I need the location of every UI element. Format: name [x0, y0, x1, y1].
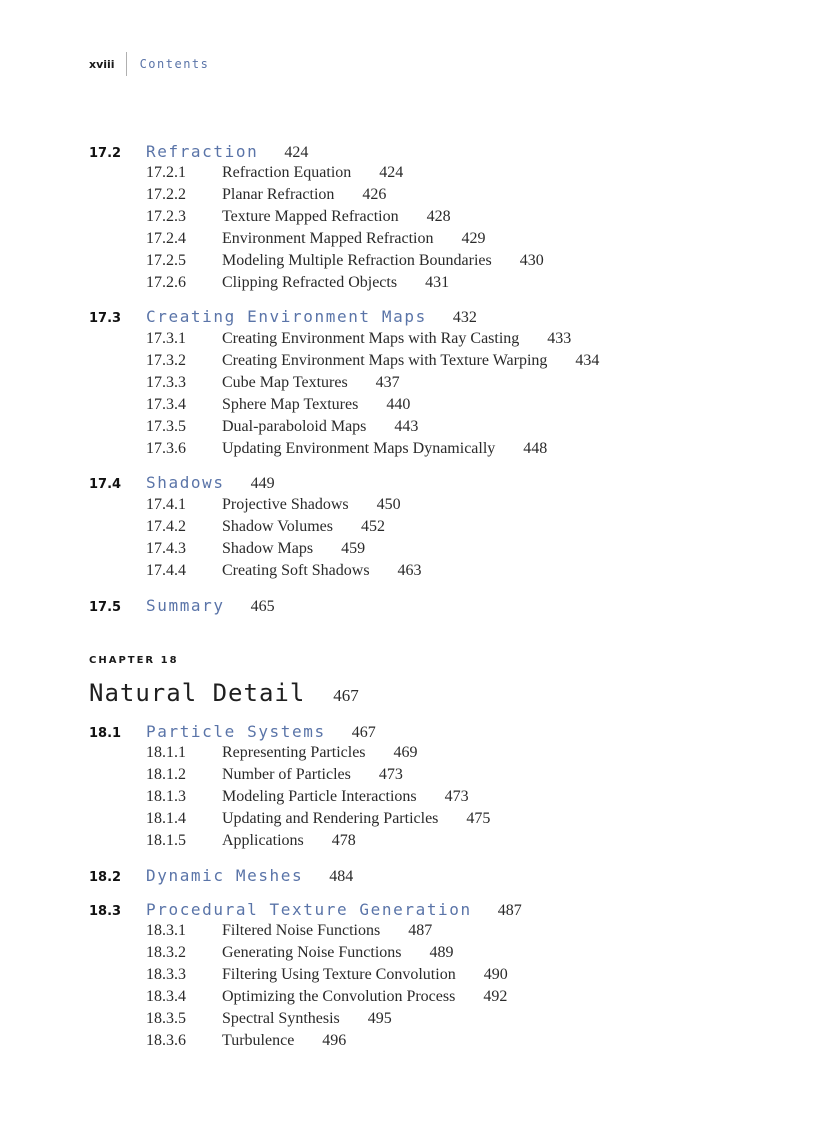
- subsection-page: 475: [466, 810, 491, 827]
- toc-subsection[interactable]: [146, 744, 418, 762]
- subsection-page: 489: [429, 944, 454, 961]
- subsection-title: Cube Map Textures: [222, 374, 348, 391]
- subsection-title: Turbulence: [222, 1032, 295, 1049]
- subsection-number: 18.1.4: [146, 810, 186, 827]
- section-number: 17.5: [89, 600, 122, 615]
- subsection-page: 448: [523, 440, 548, 457]
- toc-subsection[interactable]: [146, 1032, 346, 1050]
- subsection-title: Spectral Synthesis: [222, 1010, 340, 1027]
- subsection-title: Updating Environment Maps Dynamically: [222, 440, 496, 457]
- toc-subsection[interactable]: [146, 922, 432, 940]
- subsection-number: 17.2.5: [146, 252, 186, 269]
- subsection-title: Generating Noise Functions: [222, 944, 402, 961]
- running-title: Contents: [139, 57, 210, 71]
- subsection-page: 429: [461, 230, 486, 247]
- subsection-number: 17.3.4: [146, 396, 186, 413]
- subsection-page: 437: [375, 374, 400, 391]
- subsection-title: Clipping Refracted Objects: [222, 274, 398, 291]
- section-page: 484: [329, 868, 354, 885]
- toc-subsection[interactable]: [146, 164, 403, 182]
- page-folio: xviii: [89, 57, 115, 71]
- subsection-page: 478: [331, 832, 356, 849]
- subsection-number: 17.3.3: [146, 374, 186, 391]
- section-title: Procedural Texture Generation: [146, 900, 472, 919]
- section-page: 432: [452, 309, 477, 326]
- subsection-title: Updating and Rendering Particles: [222, 810, 439, 827]
- subsection-number: 17.4.4: [146, 562, 186, 579]
- subsection-number: 18.1.1: [146, 744, 186, 761]
- subsection-number: 18.3.4: [146, 988, 186, 1005]
- toc-subsection[interactable]: [146, 766, 403, 784]
- subsection-page: 496: [322, 1032, 347, 1049]
- subsection-page: 450: [376, 496, 401, 513]
- subsection-title: Filtering Using Texture Convolution: [222, 966, 456, 983]
- header-divider: [126, 52, 127, 76]
- chapter-page: 467: [333, 686, 359, 705]
- toc-subsection[interactable]: [146, 252, 544, 270]
- subsection-title: Creating Environment Maps with Ray Casting: [222, 330, 520, 347]
- subsection-number: 17.2.3: [146, 208, 186, 225]
- toc-subsection[interactable]: [146, 944, 454, 962]
- subsection-number: 17.2.2: [146, 186, 186, 203]
- subsection-title: Sphere Map Textures: [222, 396, 359, 413]
- section-number: 17.2: [89, 146, 122, 161]
- subsection-page: 443: [394, 418, 419, 435]
- subsection-page: 463: [397, 562, 422, 579]
- subsection-title: Planar Refraction: [222, 186, 335, 203]
- section-title: Refraction: [146, 142, 259, 161]
- subsection-number: 17.2.4: [146, 230, 186, 247]
- section-page: 487: [497, 902, 522, 919]
- subsection-number: 17.2.6: [146, 274, 186, 291]
- subsection-page: 490: [483, 966, 508, 983]
- toc-subsection[interactable]: [146, 832, 356, 850]
- subsection-number: 17.3.2: [146, 352, 186, 369]
- section-title: Particle Systems: [146, 722, 326, 741]
- toc-subsection[interactable]: [146, 440, 547, 458]
- subsection-page: 440: [386, 396, 411, 413]
- toc-subsection[interactable]: [146, 208, 451, 226]
- toc-section[interactable]: [89, 473, 275, 493]
- toc-subsection[interactable]: [146, 518, 385, 536]
- section-title: Creating Environment Maps: [146, 307, 427, 326]
- subsection-title: Applications: [222, 832, 304, 849]
- subsection-page: 459: [341, 540, 366, 557]
- chapter-label: CHAPTER 18: [89, 655, 179, 666]
- subsection-title: Refraction Equation: [222, 164, 352, 181]
- subsection-number: 18.3.5: [146, 1010, 186, 1027]
- toc-subsection[interactable]: [146, 1010, 392, 1028]
- subsection-title: Shadow Volumes: [222, 518, 333, 535]
- toc-subsection[interactable]: [146, 374, 400, 392]
- section-title: Dynamic Meshes: [146, 866, 304, 885]
- subsection-page: 434: [575, 352, 600, 369]
- subsection-page: 424: [379, 164, 404, 181]
- subsection-page: 452: [360, 518, 385, 535]
- section-number: 18.3: [89, 904, 122, 919]
- toc-subsection[interactable]: [146, 396, 410, 414]
- chapter-heading[interactable]: [89, 679, 359, 707]
- subsection-title: Modeling Multiple Refraction Boundaries: [222, 252, 492, 269]
- subsection-title: Projective Shadows: [222, 496, 349, 513]
- toc-section[interactable]: [89, 866, 353, 886]
- subsection-title: Environment Mapped Refraction: [222, 230, 434, 247]
- subsection-number: 18.3.6: [146, 1032, 186, 1049]
- subsection-title: Dual-paraboloid Maps: [222, 418, 367, 435]
- toc-section[interactable]: [89, 900, 522, 920]
- section-number: 18.2: [89, 870, 122, 885]
- subsection-page: 431: [425, 274, 450, 291]
- section-number: 18.1: [89, 726, 122, 741]
- subsection-page: 487: [408, 922, 433, 939]
- section-number: 17.4: [89, 477, 122, 492]
- running-head: [89, 52, 209, 76]
- toc-subsection[interactable]: [146, 186, 386, 204]
- subsection-title: Optimizing the Convolution Process: [222, 988, 456, 1005]
- subsection-page: 492: [483, 988, 508, 1005]
- section-page: 449: [250, 475, 275, 492]
- toc-section[interactable]: [89, 142, 308, 162]
- subsection-page: 428: [426, 208, 451, 225]
- subsection-page: 426: [362, 186, 387, 203]
- subsection-title: Texture Mapped Refraction: [222, 208, 399, 225]
- subsection-number: 18.1.5: [146, 832, 186, 849]
- subsection-title: Shadow Maps: [222, 540, 314, 557]
- section-page: 465: [250, 598, 275, 615]
- toc-section[interactable]: [89, 307, 477, 327]
- subsection-number: 17.4.3: [146, 540, 186, 557]
- subsection-number: 18.3.1: [146, 922, 186, 939]
- subsection-number: 17.3.1: [146, 330, 186, 347]
- subsection-title: Representing Particles: [222, 744, 366, 761]
- subsection-title: Number of Particles: [222, 766, 351, 783]
- subsection-number: 18.3.2: [146, 944, 186, 961]
- subsection-number: 17.3.5: [146, 418, 186, 435]
- subsection-number: 18.1.2: [146, 766, 186, 783]
- subsection-page: 473: [444, 788, 469, 805]
- toc-subsection[interactable]: [146, 966, 508, 984]
- toc-section[interactable]: [89, 596, 275, 616]
- subsection-title: Modeling Particle Interactions: [222, 788, 417, 805]
- toc-subsection[interactable]: [146, 788, 469, 806]
- toc-subsection[interactable]: [146, 540, 365, 558]
- subsection-page: 430: [519, 252, 544, 269]
- subsection-number: 17.4.2: [146, 518, 186, 535]
- subsection-page: 469: [393, 744, 418, 761]
- section-title: Shadows: [146, 473, 225, 492]
- section-page: 424: [284, 144, 309, 161]
- section-page: 467: [351, 724, 376, 741]
- subsection-page: 495: [367, 1010, 392, 1027]
- subsection-number: 18.1.3: [146, 788, 186, 805]
- toc-subsection[interactable]: [146, 496, 401, 514]
- chapter-title: Natural Detail: [89, 679, 306, 707]
- subsection-title: Filtered Noise Functions: [222, 922, 381, 939]
- subsection-page: 473: [378, 766, 403, 783]
- subsection-title: Creating Environment Maps with Texture Warping: [222, 352, 548, 369]
- toc-subsection[interactable]: [146, 810, 490, 828]
- subsection-number: 17.3.6: [146, 440, 186, 457]
- toc-subsection[interactable]: [146, 562, 422, 580]
- subsection-number: 17.2.1: [146, 164, 186, 181]
- subsection-number: 17.4.1: [146, 496, 186, 513]
- section-title: Summary: [146, 596, 225, 615]
- toc-subsection[interactable]: [146, 418, 418, 436]
- toc-subsection[interactable]: [146, 230, 486, 248]
- toc-section[interactable]: [89, 722, 376, 742]
- toc-subsection[interactable]: [146, 352, 599, 370]
- subsection-number: 18.3.3: [146, 966, 186, 983]
- toc-subsection[interactable]: [146, 274, 449, 292]
- section-number: 17.3: [89, 311, 122, 326]
- subsection-title: Creating Soft Shadows: [222, 562, 370, 579]
- toc-subsection[interactable]: [146, 988, 507, 1006]
- subsection-page: 433: [547, 330, 572, 347]
- toc-subsection[interactable]: [146, 330, 571, 348]
